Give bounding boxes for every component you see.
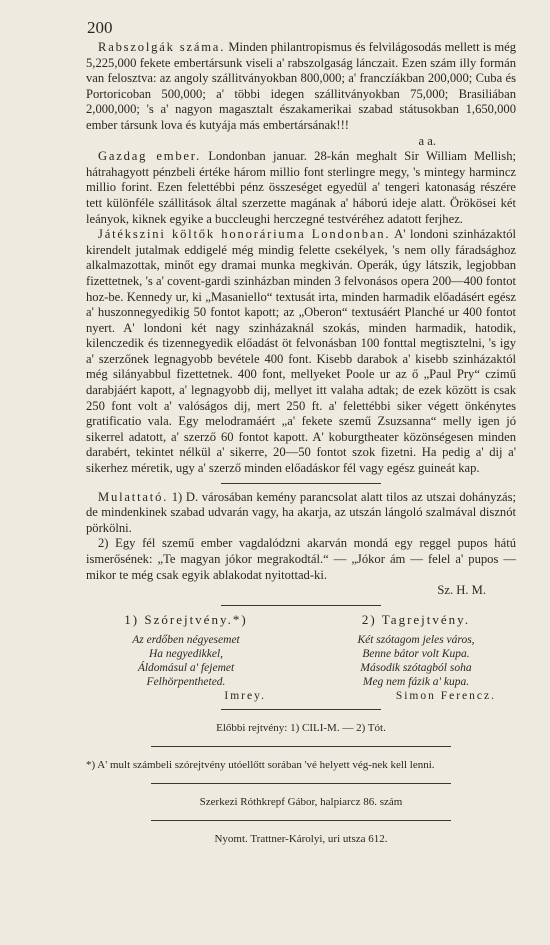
mulatt-text-1: 1) D. városában kemény parancsolat alatt tilos az utszai dohányzás; de mindenkinek szabad udvarán vagy, ha akarja, az utszán lángoló szalmával disznót pörkölni. (86, 489, 516, 535)
theatre-heading: Játékszini költők honoráriuma Londonban. (98, 227, 391, 242)
footnote: *) A' mult számbeli szórejtvény utóellőtt sorában 'vé helyett vég-nek kell lenni. (86, 759, 435, 772)
riddle-right (316, 612, 516, 704)
slaves-heading: Rabszolgák száma. (98, 40, 226, 54)
mulatt-heading: Mulattató. (98, 489, 169, 504)
footnote-divider (151, 746, 451, 747)
previous-riddle-answer: Előbbi rejtvény: 1) CILI-M. — 2) Tót. (216, 722, 386, 735)
riddle-left (86, 612, 286, 704)
riddle-right-line: Meg nem fázik a' kupa. (362, 676, 470, 689)
printer-line: Nyomt. Trattner-Károlyi, uri utsza 612. (214, 833, 388, 846)
rich-paragraph (86, 149, 516, 227)
riddle-left-line: Felhörpentheted. (146, 676, 226, 689)
mulatt-signature: Sz. H. M. (437, 583, 486, 598)
theatre-paragraph (86, 227, 516, 477)
section-divider (221, 483, 381, 484)
riddle-divider (221, 605, 381, 606)
riddle-left-title: 1) Szórejtvény.*) (124, 611, 248, 627)
mulatt-paragraph-1 (86, 490, 516, 537)
page-number: 200 (87, 18, 113, 37)
riddle-right-line: Második szótagból soha (360, 662, 472, 675)
riddle-right-line: Két szótagom jeles város, (357, 634, 475, 647)
mulatt-paragraph-2: 2) Egy fél szemű ember vagdalódzni akarván mondá egy reggel pupos hátú ismerősének: „Te magyan jókor megrakodtál.“ — „Jókor ám — felel a' pupos — mikor te még csak egyik ablakodat nyitottad-ki. (86, 536, 516, 582)
slaves-paragraph (86, 40, 516, 134)
article-body (86, 40, 516, 857)
riddle-left-line: Áldomásul a' fejemet (137, 662, 235, 675)
riddle-right-title: 2) Tagrejtvény. (361, 611, 471, 627)
riddles (86, 612, 516, 704)
theatre-text: A' londoni szinházaktól kirendelt jutalmak eddigelé még mindig felette csekélyek, 's nem olly fáradsághoz alkalmazottak, minőt egy dramai munka megkiván. Operák, úgy látszik, legjobban fizettetnek, 's a' covent-gardi szinházban minden 3 felvonásos opera 200—400 fontot hoz-be. Kennedy ur, ki „Masaniello“ textusát irta, minden harmadik előadásért egész a' huszonnegyedikig 50 fontot kapott; az „Oberon“ textusáért Planché ur 400 fontot nyert. A' londoni két nagy szinházaknál szokás, minden harmadik, hatodik, kilenczedik és tizennegyedik előadást öt felvonásban 100 fonttal megtisztelni, 's igy a' szerzőnek legnagyobb bevétele 400 font. Kisebb darabok a' kisebb szinházaktól még silányabbul fizettetnek. 400 font, mellyeket Poole ur az ő „Paul Pry“ czimű darabjáért kapott, a' legnagyobb dij, mellyet itt valaha adtak; de ezek között is csak 250 font volt a' valóságos dij, mert 250 ft. a' felettébbi siker végett önkénytes gratificatio vala. Egy melodramáért „a' fekete szemű Zsuzsanna“ melly igen jó sikerrel adatott, a' szerző 60 fontot kapott. A' koburgtheater közönségesen minden darabért, tekintet nélkül a' sikerre, 20—50 fontot szok fizetni. Ha pedig a' dij a' sikerhez méretik, ugy a' szerző minden előadáskor fél vagy egész guineát kap. (86, 227, 516, 476)
riddle-left-line: Ha negyedikkel, (148, 648, 224, 661)
previous-divider (221, 709, 381, 710)
riddle-left-author: Imrey. (224, 690, 266, 703)
riddle-right-line: Benne bátor volt Kupa. (362, 648, 470, 661)
slaves-signature: a a. (418, 133, 436, 148)
riddle-right-author: Simon Ferencz. (395, 690, 496, 703)
editor-line: Szerkezi Róthkrepf Gábor, halpiarcz 86. szám (199, 796, 403, 809)
printer-divider (151, 820, 451, 821)
rich-heading: Gazdag ember. (98, 149, 202, 164)
riddle-left-line: Az erdőben négyesemet (132, 634, 240, 647)
slaves-text: Minden philantropismus és felvilágosodás mellett is még 5,225,000 fekete embertársunk viseli a' rabszolgaság lánczait. Ezen szám illy formán van felosztva: az angoly szállitványokban 800,000; a' franczíákban 200,000; Cuba és Portoricoban 500,000; a' többi idegen szállitványokban 75,000; Brasiliában 2,000,000; 's a' nagyon magasztalt északamerikai szabad státusokban 1,650,000 ember társunk lova és kutyája más embertársának!!! (86, 40, 516, 132)
rich-text: Londonban januar. 28-kán meghalt Sir William Mellish; hátrahagyott pénzbeli értéke három millio font sterlingre megy, 's mintegy harmincz millio forint. Ezen felettébbi pénz összeséget egyedül a' tengeri katonaság részére tett különféle szállitások által szerzette magának a' háború ideje alatt. Örökösei két leányok, kiknek egyike a buccleughi herczegné testvéréhez adatott ferjhez. (86, 149, 516, 226)
editor-divider (151, 783, 451, 784)
